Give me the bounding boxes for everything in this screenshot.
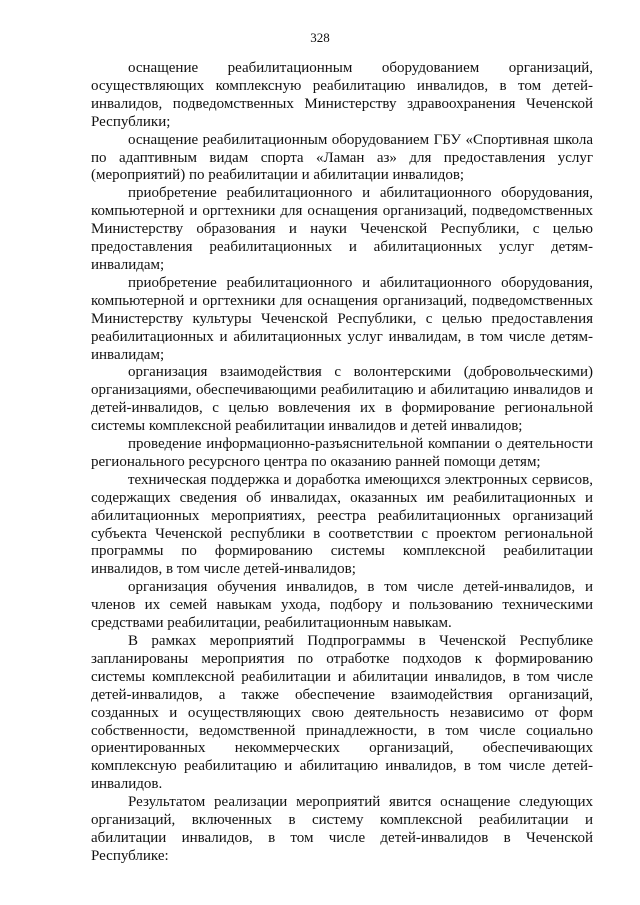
page-number: 328 (310, 30, 330, 45)
paragraph-9: В рамках мероприятий Подпрограммы в Чеченской Республике запланированы мероприятия по отработке подходов к формированию системы комплексной реабилитации и абилитации инвалидов, в том числе детей-инвалидов, а также обеспечение взаимодействия организаций, созданных и осуществляющих свою деятельность независимо от форм собственности, ведомственной принадлежности, в том числе социально ориентированных некоммерческих организаций, обеспечивающих комплексную реабилитацию и абилитацию инвалидов, в том числе детей-инвалидов. (91, 633, 593, 793)
paragraph-4: приобретение реабилитационного и абилитационного оборудования, компьютерной и оргтехники для оснащения организаций, подведомственных Министерству культуры Чеченской Республики, с целью предоставления реабилитационных и абилитационных услуг инвалидам, в том числе детям-инвалидам; (91, 274, 593, 363)
paragraph-1: оснащение реабилитационным оборудованием организаций, осуществляющих комплексную реабилитацию инвалидов, в том детей-инвалидов, подведомственных Министерству здравоохранения Чеченской Республики; (91, 60, 593, 130)
paragraph-8: организация обучения инвалидов, в том числе детей-инвалидов, и членов их семей навыкам ухода, подбору и пользованию техническими средствами реабилитации, реабилитационным навыкам. (91, 579, 593, 632)
paragraph-6: проведение информационно-разъяснительной компании о деятельности регионального ресурсного центра по оказанию ранней помощи детям; (91, 436, 593, 470)
document-body (91, 60, 593, 866)
paragraph-10: Результатом реализации мероприятий явится оснащение следующих организаций, включенных в систему комплексной реабилитации и абилитации инвалидов, в том числе детей-инвалидов в Чеченской Республике: (91, 794, 593, 864)
paragraph-2: оснащение реабилитационным оборудованием ГБУ «Спортивная школа по адаптивным видам спорта «Ламан аз» для предоставления услуг (мероприятий) по реабилитации и абилитации инвалидов; (91, 131, 593, 184)
paragraph-7: техническая поддержка и доработка имеющихся электронных сервисов, содержащих сведения об инвалидах, оказанных им реабилитационных и абилитационных мероприятиях, реестра реабилитационных организаций субъекта Чеченской республики в соответствии с проектом региональной программы по формированию системы комплексной реабилитации инвалидов, в том числе детей-инвалидов; (91, 471, 593, 578)
paragraph-3: приобретение реабилитационного и абилитационного оборудования, компьютерной и оргтехники для оснащения организаций, подведомственных Министерству образования и науки Чеченской Республики, с целью предоставления реабилитационных и абилитационных услуг детям-инвалидам; (91, 185, 593, 273)
paragraph-5: организация взаимодействия с волонтерскими (добровольческими) организациями, обеспечивающими реабилитацию и абилитацию инвалидов и детей-инвалидов, с целью вовлечения их в формирование региональной системы комплексной реабилитации инвалидов и детей инвалидов; (91, 364, 593, 435)
